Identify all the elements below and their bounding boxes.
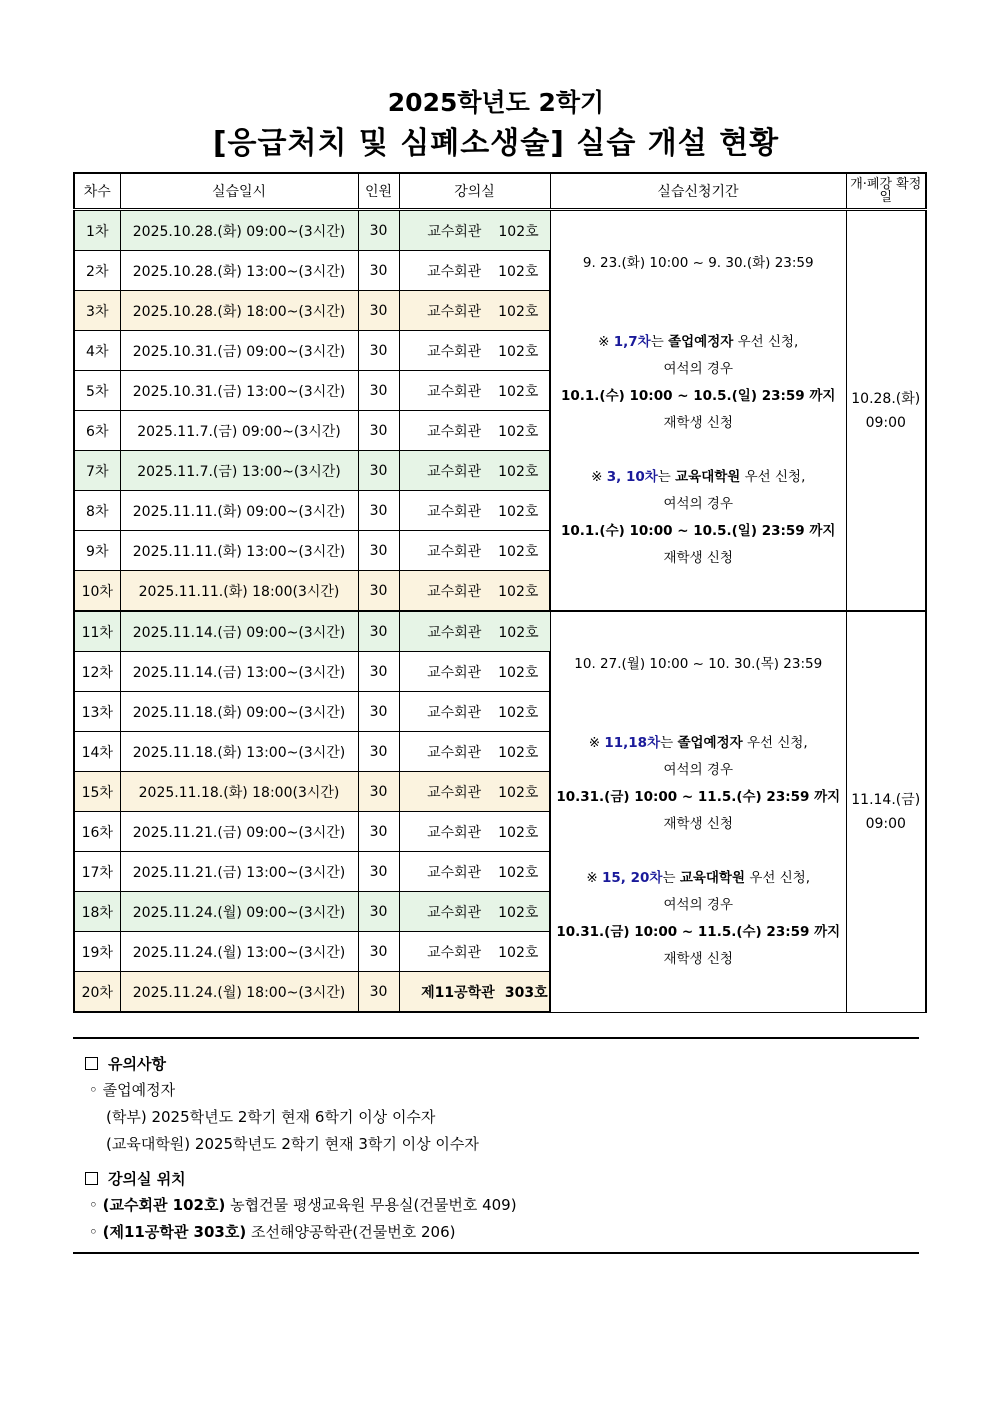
session-number: 16차	[74, 812, 120, 852]
note-tail: 우선 신청,	[745, 869, 811, 886]
confirm-date: 11.14.(금)	[851, 791, 921, 808]
room-building: 교수회관	[427, 824, 482, 841]
table-row	[74, 611, 926, 652]
session-room	[399, 611, 550, 652]
room-number: 102호	[498, 423, 539, 440]
room-number: 102호	[498, 864, 539, 881]
note-particle: 는	[660, 734, 678, 751]
room-building: 제11공학관	[421, 984, 495, 1001]
confirm-time: 09:00	[865, 414, 906, 431]
session-datetime: 2025.10.28.(화) 13:00~(3시간)	[120, 251, 358, 291]
session-room	[399, 291, 550, 331]
note-sessions: 3, 10차	[606, 468, 658, 485]
room-number: 102호	[498, 944, 539, 961]
room-number: 102호	[498, 463, 539, 480]
session-datetime: 2025.11.14.(금) 09:00~(3시간)	[120, 611, 358, 652]
room-building: 교수회관	[427, 944, 482, 961]
priority-note	[551, 329, 846, 356]
header-date: 실습일시	[120, 173, 358, 210]
session-capacity: 30	[358, 772, 399, 812]
room-number: 102호	[498, 343, 539, 360]
session-datetime: 2025.11.7.(금) 09:00~(3시간)	[120, 411, 358, 451]
session-datetime: 2025.11.24.(월) 18:00~(3시간)	[120, 972, 358, 1013]
session-capacity: 30	[358, 571, 399, 612]
caution-heading-text: 유의사항	[108, 1055, 166, 1073]
session-number: 14차	[74, 732, 120, 772]
confirm-date-cell	[846, 611, 926, 1012]
note-particle: 는	[662, 869, 680, 886]
note-period: 10.1.(수) 10:00 ~ 10.5.(일) 23:59 까지	[561, 387, 836, 404]
session-capacity: 30	[358, 451, 399, 491]
room-building: 교수회관	[427, 624, 482, 641]
session-room	[399, 571, 550, 612]
session-capacity: 30	[358, 411, 399, 451]
caution-item: ◦ 졸업예정자	[89, 1081, 176, 1099]
divider-bottom	[73, 1252, 919, 1254]
session-number: 10차	[74, 571, 120, 612]
note-student: 재학생 신청	[663, 414, 733, 431]
room-building: 교수회관	[427, 664, 482, 681]
caution-heading	[85, 1053, 166, 1074]
room-number: 102호	[498, 303, 539, 320]
note-period: 10.31.(금) 10:00 ~ 11.5.(수) 23:59 까지	[556, 788, 841, 805]
note-tail: 우선 신청,	[733, 333, 799, 350]
session-capacity: 30	[358, 892, 399, 932]
note-remaining: 여석의 경우	[663, 761, 733, 778]
session-datetime: 2025.11.18.(화) 09:00~(3시간)	[120, 692, 358, 732]
divider-top	[73, 1037, 919, 1039]
room-number: 102호	[498, 223, 539, 240]
room-number: 102호	[498, 383, 539, 400]
room-building: 교수회관	[427, 423, 482, 440]
session-room	[399, 972, 550, 1013]
session-datetime: 2025.11.11.(화) 18:00(3시간)	[120, 571, 358, 612]
session-number: 9차	[74, 531, 120, 571]
location-1-desc: 농협건물 평생교육원 무용실(건물번호 409)	[225, 1196, 517, 1214]
note-mark: ※	[598, 333, 614, 350]
session-capacity: 30	[358, 210, 399, 251]
session-capacity: 30	[358, 491, 399, 531]
note-particle: 는	[650, 333, 669, 350]
room-building: 교수회관	[427, 543, 482, 560]
application-period-cell	[550, 210, 846, 612]
doc-title-main: [응급처치 및 심폐소생술] 실습 개설 현황	[212, 126, 780, 161]
session-capacity: 30	[358, 652, 399, 692]
session-capacity: 30	[358, 611, 399, 652]
note-remaining: 여석의 경우	[663, 360, 733, 377]
session-room	[399, 652, 550, 692]
note-sessions: 15, 20차	[602, 869, 663, 886]
session-number: 5차	[74, 371, 120, 411]
application-period-cell	[550, 611, 846, 1012]
room-building: 교수회관	[427, 744, 482, 761]
header-num: 차수	[74, 173, 120, 210]
session-room	[399, 812, 550, 852]
room-building: 교수회관	[427, 704, 482, 721]
session-datetime: 2025.10.28.(화) 09:00~(3시간)	[120, 210, 358, 251]
session-number: 17차	[74, 852, 120, 892]
session-number: 12차	[74, 652, 120, 692]
session-room	[399, 331, 550, 371]
room-number: 102호	[498, 583, 539, 600]
session-number: 4차	[74, 331, 120, 371]
session-room	[399, 932, 550, 972]
priority-note	[551, 464, 846, 491]
room-number: 102호	[498, 543, 539, 560]
session-number: 20차	[74, 972, 120, 1013]
note-student: 재학생 신청	[663, 815, 733, 832]
room-building: 교수회관	[427, 784, 482, 801]
session-capacity: 30	[358, 732, 399, 772]
note-period: 10.31.(금) 10:00 ~ 11.5.(수) 23:59 까지	[556, 923, 841, 940]
note-tail: 우선 신청,	[740, 468, 806, 485]
session-datetime: 2025.10.31.(금) 09:00~(3시간)	[120, 331, 358, 371]
period-main: 10. 27.(월) 10:00 ~ 10. 30.(목) 23:59	[574, 655, 823, 672]
note-target: 교육대학원	[675, 468, 741, 485]
note-target: 졸업예정자	[668, 333, 734, 350]
session-capacity: 30	[358, 291, 399, 331]
note-mark: ※	[588, 734, 605, 751]
location-2-room: (제11공학관 303호)	[102, 1223, 247, 1241]
session-number: 19차	[74, 932, 120, 972]
bullet: ◦	[89, 1196, 103, 1214]
table-row	[74, 210, 926, 251]
session-capacity: 30	[358, 852, 399, 892]
table-header-row	[74, 173, 926, 210]
session-datetime: 2025.11.18.(화) 18:00(3시간)	[120, 772, 358, 812]
room-number: 102호	[498, 904, 539, 921]
session-datetime: 2025.11.7.(금) 13:00~(3시간)	[120, 451, 358, 491]
session-datetime: 2025.10.31.(금) 13:00~(3시간)	[120, 371, 358, 411]
session-datetime: 2025.11.11.(화) 13:00~(3시간)	[120, 531, 358, 571]
session-capacity: 30	[358, 812, 399, 852]
room-building: 교수회관	[427, 303, 482, 320]
session-datetime: 2025.11.11.(화) 09:00~(3시간)	[120, 491, 358, 531]
session-capacity: 30	[358, 331, 399, 371]
session-room	[399, 491, 550, 531]
session-number: 13차	[74, 692, 120, 732]
room-building: 교수회관	[427, 263, 482, 280]
session-capacity: 30	[358, 251, 399, 291]
header-period: 실습신청기간	[550, 173, 846, 210]
session-datetime: 2025.11.24.(월) 09:00~(3시간)	[120, 892, 358, 932]
session-number: 8차	[74, 491, 120, 531]
note-tail: 우선 신청,	[742, 734, 808, 751]
session-number: 18차	[74, 892, 120, 932]
note-target: 교육대학원	[679, 869, 746, 886]
note-student: 재학생 신청	[663, 950, 733, 967]
session-datetime: 2025.11.24.(월) 13:00~(3시간)	[120, 932, 358, 972]
session-room	[399, 210, 550, 251]
session-number: 2차	[74, 251, 120, 291]
session-number: 11차	[74, 611, 120, 652]
note-remaining: 여석의 경우	[663, 495, 733, 512]
note-student: 재학생 신청	[663, 549, 733, 566]
session-room	[399, 371, 550, 411]
note-sessions: 11,18차	[604, 734, 661, 751]
session-datetime: 2025.11.21.(금) 09:00~(3시간)	[120, 812, 358, 852]
session-room	[399, 451, 550, 491]
session-number: 1차	[74, 210, 120, 251]
room-building: 교수회관	[427, 383, 482, 400]
session-room	[399, 732, 550, 772]
session-datetime: 2025.10.28.(화) 18:00~(3시간)	[120, 291, 358, 331]
session-room	[399, 852, 550, 892]
session-room	[399, 411, 550, 451]
room-building: 교수회관	[427, 223, 482, 240]
session-number: 6차	[74, 411, 120, 451]
confirm-date-cell	[846, 210, 926, 612]
period-main: 9. 23.(화) 10:00 ~ 9. 30.(화) 23:59	[582, 254, 814, 271]
location-item-2	[89, 1221, 455, 1242]
note-period: 10.1.(수) 10:00 ~ 10.5.(일) 23:59 까지	[561, 522, 836, 539]
room-building: 교수회관	[427, 904, 482, 921]
room-number: 102호	[498, 503, 539, 520]
location-heading	[85, 1168, 186, 1189]
schedule-table	[73, 172, 927, 1013]
caution-sub-2: (교육대학원) 2025학년도 2학기 현재 3학기 이상 이수자	[106, 1135, 479, 1153]
room-number: 102호	[498, 664, 539, 681]
location-1-room: (교수회관 102호)	[102, 1196, 226, 1214]
room-number: 102호	[498, 824, 539, 841]
session-datetime: 2025.11.14.(금) 13:00~(3시간)	[120, 652, 358, 692]
header-confirm: 개·폐강 확정일	[846, 173, 926, 210]
room-building: 교수회관	[427, 864, 482, 881]
session-room	[399, 251, 550, 291]
location-heading-text: 강의실 위치	[108, 1170, 186, 1188]
session-capacity: 30	[358, 972, 399, 1013]
room-building: 교수회관	[427, 503, 482, 520]
header-capacity: 인원	[358, 173, 399, 210]
session-datetime: 2025.11.18.(화) 13:00~(3시간)	[120, 732, 358, 772]
session-capacity: 30	[358, 531, 399, 571]
header-room: 강의실	[399, 173, 550, 210]
location-2-desc: 조선해양공학관(건물번호 206)	[246, 1223, 456, 1241]
doc-title-year: 2025학년도 2학기	[387, 88, 605, 117]
priority-note	[551, 865, 846, 892]
location-item-1	[89, 1194, 517, 1215]
note-mark: ※	[591, 468, 607, 485]
room-number: 102호	[498, 704, 539, 721]
confirm-date: 10.28.(화)	[851, 390, 921, 407]
session-room	[399, 892, 550, 932]
session-room	[399, 772, 550, 812]
room-building: 교수회관	[427, 343, 482, 360]
room-number: 102호	[498, 624, 539, 641]
caution-sub-1: (학부) 2025학년도 2학기 현재 6학기 이상 이수자	[106, 1108, 436, 1126]
room-number: 303호	[504, 984, 548, 1001]
session-capacity: 30	[358, 371, 399, 411]
session-capacity: 30	[358, 692, 399, 732]
session-datetime: 2025.11.21.(금) 13:00~(3시간)	[120, 852, 358, 892]
session-number: 15차	[74, 772, 120, 812]
session-number: 3차	[74, 291, 120, 331]
session-capacity: 30	[358, 932, 399, 972]
session-room	[399, 692, 550, 732]
room-building: 교수회관	[427, 583, 482, 600]
session-number: 7차	[74, 451, 120, 491]
note-target: 졸업예정자	[677, 734, 743, 751]
room-building: 교수회관	[427, 463, 482, 480]
bullet: ◦	[89, 1223, 103, 1241]
session-room	[399, 531, 550, 571]
note-particle: 는	[657, 468, 676, 485]
room-number: 102호	[498, 784, 539, 801]
room-number: 102호	[498, 744, 539, 761]
note-mark: ※	[586, 869, 603, 886]
priority-note	[551, 730, 846, 757]
room-number: 102호	[498, 263, 539, 280]
note-remaining: 여석의 경우	[663, 896, 733, 913]
checkbox-square-icon	[85, 1172, 98, 1185]
confirm-time: 09:00	[865, 815, 906, 832]
checkbox-square-icon	[85, 1057, 98, 1070]
note-sessions: 1,7차	[613, 333, 651, 350]
